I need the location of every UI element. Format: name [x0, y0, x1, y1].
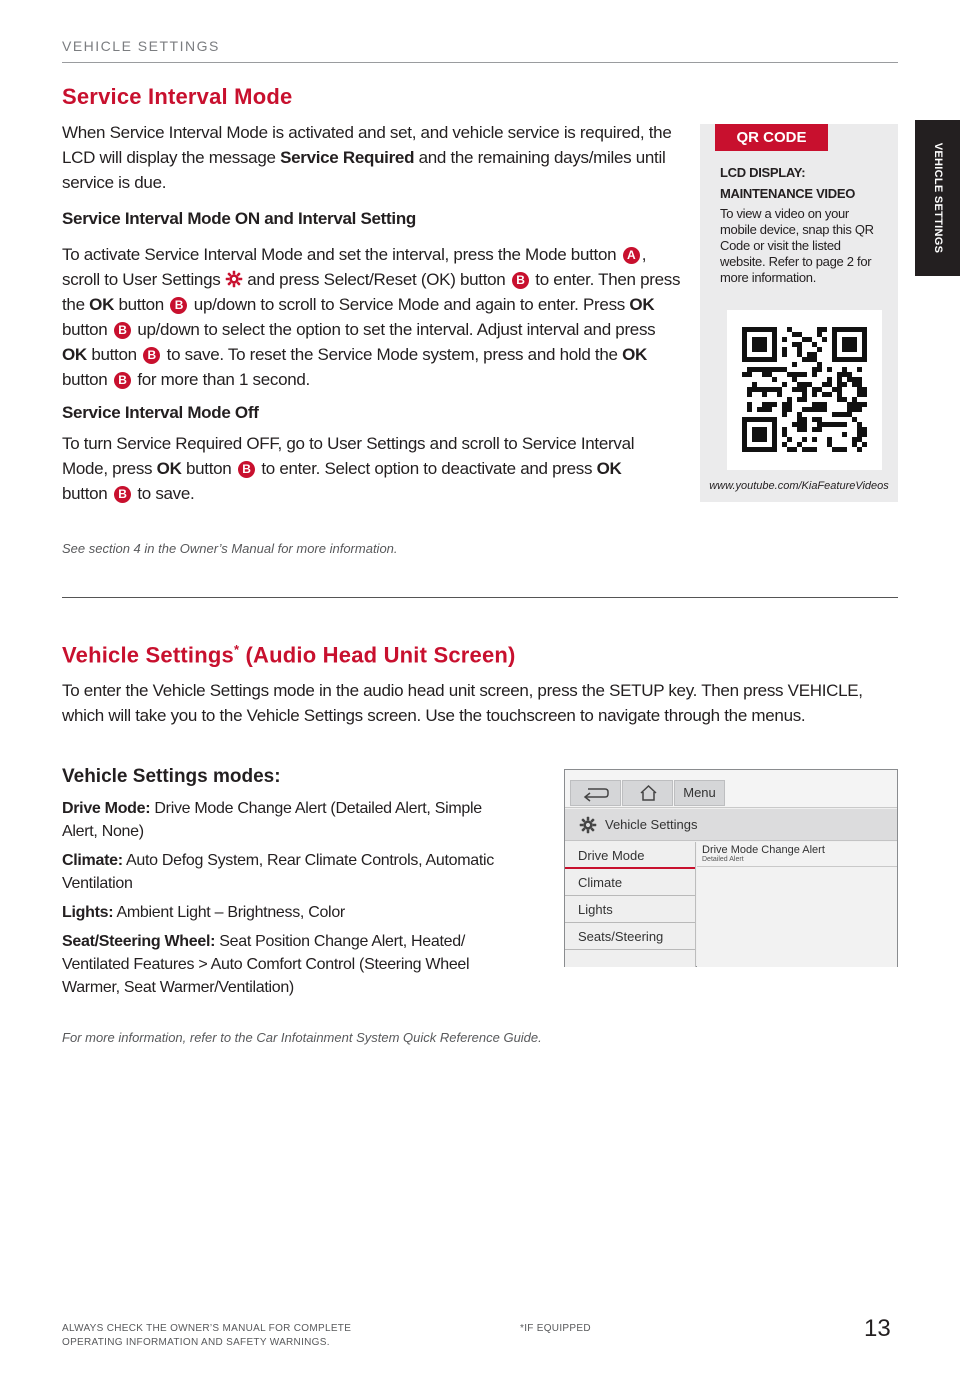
badge-b-icon: B — [512, 272, 529, 289]
ok-label: OK — [89, 295, 115, 314]
on-text-11: button — [62, 370, 112, 389]
service-note: See section 4 in the Owner’s Manual for more information. — [62, 541, 398, 556]
option-drive-mode-change-alert[interactable] — [697, 842, 897, 867]
service-interval-title: Service Interval Mode — [62, 84, 293, 109]
service-on-heading: Service Interval Mode ON and Interval Setting — [62, 209, 416, 228]
off-text-2: button — [181, 459, 236, 478]
option-label: Drive Mode Change Alert — [702, 844, 825, 856]
mode-text: Seat Position Change Alert, Heated/ Ventilated Features > Auto Comfort Control (Steering Wheel Warmer, Seat Warmer/Ventilation) — [62, 933, 470, 996]
mode-item-seat-steering — [62, 930, 502, 999]
qr-label: QR CODE — [715, 124, 828, 151]
screen-item-lights[interactable]: Lights — [565, 896, 695, 923]
qr-url[interactable]: www.youtube.com/KiaFeatureVideos — [709, 480, 889, 492]
gear-icon — [579, 816, 597, 834]
intro-text-2: and the remaining days/miles until service is due. — [62, 148, 666, 192]
off-text-5: to save. — [132, 484, 195, 503]
top-divider — [62, 62, 898, 63]
off-text-3: to enter. Select option to deactivate and press — [256, 459, 597, 478]
badge-a-icon: A — [623, 247, 640, 264]
back-arrow-icon — [571, 781, 622, 805]
page-number: 13 — [864, 1315, 891, 1342]
vehicle-settings-title-text: Vehicle Settings — [62, 642, 234, 668]
screen-header-label: Vehicle Settings — [605, 817, 698, 832]
on-text-3: and press Select/Reset (OK) button — [242, 270, 510, 289]
on-text-6: up/down to scroll to Service Mode and again to enter. Press — [189, 295, 630, 314]
badge-b-icon: B — [114, 486, 131, 503]
on-text-12: for more than 1 second. — [132, 370, 310, 389]
screen-header — [565, 809, 897, 841]
badge-b-icon: B — [238, 461, 255, 478]
mode-item-lights — [62, 901, 502, 924]
badge-b-icon: B — [114, 322, 131, 339]
off-text-4: button — [62, 484, 112, 503]
service-off-text — [62, 431, 682, 506]
ok-label: OK — [622, 345, 647, 364]
badge-b-icon: B — [114, 372, 131, 389]
mode-text: Ambient Light – Brightness, Color — [113, 904, 345, 921]
ok-label: OK — [156, 459, 182, 478]
on-text-9: button — [86, 345, 142, 364]
menu-button[interactable]: Menu — [674, 780, 725, 806]
footer-disclaimer: ALWAYS CHECK THE OWNER’S MANUAL FOR COMPLETE OPERATING INFORMATION AND SAFETY WARNINGS. — [62, 1323, 352, 1348]
mode-item-climate — [62, 849, 502, 895]
ok-label: OK — [629, 295, 655, 314]
home-icon — [623, 781, 674, 805]
option-value: Detailed Alert — [702, 856, 744, 863]
badge-b-icon: B — [143, 347, 160, 364]
mode-label: Climate: — [62, 852, 123, 869]
section-divider — [62, 597, 898, 598]
screen-options-panel — [697, 842, 897, 967]
vehicle-settings-note: For more information, refer to the Car Infotainment System Quick Reference Guide. — [62, 1030, 542, 1045]
head-unit-screen — [564, 769, 898, 967]
footer-if-equipped: *IF EQUIPPED — [520, 1323, 591, 1334]
side-tab — [915, 120, 960, 276]
on-text-2: , scroll to User Settings — [62, 245, 647, 289]
service-interval-intro — [62, 120, 682, 195]
mode-text: Drive Mode Change Alert (Detailed Alert, Simple Alert, None) — [62, 800, 482, 840]
service-on-text — [62, 242, 682, 392]
on-text-5: button — [114, 295, 169, 314]
qr-code-panel — [700, 124, 898, 502]
mode-label: Drive Mode: — [62, 800, 151, 817]
ok-label: OK — [596, 459, 622, 478]
modes-list — [62, 797, 502, 1005]
intro-bold: Service Required — [280, 148, 415, 167]
on-text-4: to enter. Then press the — [62, 270, 681, 314]
mode-text: Auto Defog System, Rear Climate Controls, Automatic Ventilation — [62, 852, 494, 892]
home-button[interactable] — [622, 780, 673, 806]
mode-label: Seat/Steering Wheel: — [62, 933, 216, 950]
vehicle-settings-title — [62, 642, 516, 668]
screen-top-bar — [565, 770, 897, 808]
screen-item-climate[interactable]: Climate — [565, 869, 695, 896]
intro-text-1: When Service Interval Mode is activated and set, and vehicle service is required, the LCD will display the message — [62, 123, 672, 167]
screen-menu-list — [565, 842, 696, 967]
qr-body: To view a video on your mobile device, snap this QR Code or visit the listed website. Refer to page 2 for more information. — [720, 206, 874, 285]
on-text-1: To activate Service Interval Mode and set the interval, press the Mode button — [62, 245, 621, 264]
qr-heading: LCD DISPLAY: MAINTENANCE VIDEO — [720, 165, 856, 201]
ok-label: OK — [62, 345, 87, 364]
on-text-10: to save. To reset the Service Mode system, press and hold the — [162, 345, 623, 364]
qr-code-icon — [727, 310, 882, 470]
modes-title: Vehicle Settings modes: — [62, 766, 281, 787]
vehicle-settings-title-suffix: (Audio Head Unit Screen) — [239, 642, 516, 668]
off-text-1: To turn Service Required OFF, go to User Settings and scroll to Service Interval Mode, press — [62, 434, 635, 478]
vehicle-settings-intro: To enter the Vehicle Settings mode in the audio head unit screen, press the SETUP key. Then press VEHICLE, which will take you to the Vehicle Settings screen. Use the touchscreen to navigate through the menus. — [62, 681, 863, 725]
mode-item-drive — [62, 797, 502, 843]
screen-item-seats-steering[interactable]: Seats/Steering — [565, 923, 695, 950]
on-text-8: up/down to select the option to set the interval. Adjust interval and press — [132, 320, 656, 339]
badge-b-icon: B — [170, 297, 187, 314]
screen-item-drive-mode[interactable]: Drive Mode — [565, 842, 695, 869]
mode-label: Lights: — [62, 904, 114, 921]
side-tab-label: VEHICLE SETTINGS — [931, 142, 944, 254]
service-off-heading: Service Interval Mode Off — [62, 403, 259, 422]
on-text-7: button — [62, 320, 112, 339]
section-header: VEHICLE SETTINGS — [62, 38, 220, 54]
gear-icon — [225, 270, 243, 288]
if-equipped-mark: * — [233, 642, 240, 657]
back-button[interactable] — [570, 780, 621, 806]
qr-code-image[interactable] — [727, 310, 882, 470]
